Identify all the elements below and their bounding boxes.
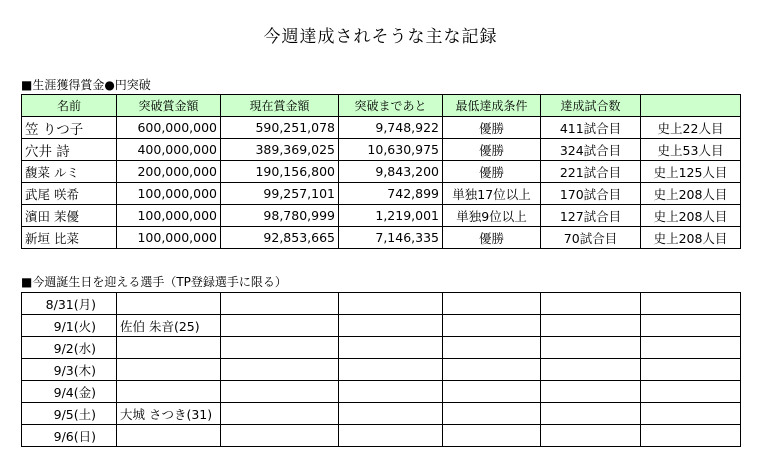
current-prize: 92,853,665 <box>221 227 339 249</box>
table-cell <box>641 425 741 447</box>
table-cell <box>221 403 339 425</box>
prize-milestone-table <box>21 94 741 249</box>
table-row <box>22 161 741 183</box>
table-cell <box>541 381 641 403</box>
table-cell <box>443 403 541 425</box>
birthday-date: 9/5(土) <box>22 403 117 425</box>
table-cell <box>221 425 339 447</box>
table-cell <box>541 359 641 381</box>
game-count: 411試合目 <box>541 117 641 139</box>
min-condition: 単独9位以上 <box>443 205 541 227</box>
table-row <box>22 205 741 227</box>
historic-rank: 史上208人目 <box>641 183 741 205</box>
table-cell <box>339 359 443 381</box>
min-condition: 優勝 <box>443 161 541 183</box>
table-cell <box>221 337 339 359</box>
current-prize: 98,780,999 <box>221 205 339 227</box>
birthday-player: 大城 さつき(31) <box>117 403 221 425</box>
min-condition: 優勝 <box>443 227 541 249</box>
table-cell <box>443 293 541 315</box>
header-current-prize: 現在賞金額 <box>221 95 339 117</box>
header-min-condition: 最低達成条件 <box>443 95 541 117</box>
birthday-player <box>117 337 221 359</box>
table-row <box>22 117 741 139</box>
table-cell <box>339 293 443 315</box>
game-count: 221試合目 <box>541 161 641 183</box>
player-name: 濱田 茉優 <box>22 205 117 227</box>
table-cell <box>339 403 443 425</box>
table-cell <box>541 403 641 425</box>
table-cell <box>339 315 443 337</box>
table-row <box>22 381 741 403</box>
birthday-date: 9/1(火) <box>22 315 117 337</box>
min-condition: 優勝 <box>443 139 541 161</box>
current-prize: 590,251,078 <box>221 117 339 139</box>
table-cell <box>221 293 339 315</box>
historic-rank: 史上125人目 <box>641 161 741 183</box>
remaining-amount: 1,219,001 <box>339 205 443 227</box>
header-name: 名前 <box>22 95 117 117</box>
birthday-date: 9/4(金) <box>22 381 117 403</box>
player-name: 笠 りつ子 <box>22 117 117 139</box>
header-remaining: 突破まであと <box>339 95 443 117</box>
birthday-date: 8/31(月) <box>22 293 117 315</box>
table-cell <box>641 381 741 403</box>
remaining-amount: 7,146,335 <box>339 227 443 249</box>
birthday-player <box>117 359 221 381</box>
table-cell <box>221 359 339 381</box>
table-cell <box>443 337 541 359</box>
birthday-table <box>21 292 741 447</box>
table-cell <box>541 293 641 315</box>
remaining-amount: 9,843,200 <box>339 161 443 183</box>
table-cell <box>339 425 443 447</box>
current-prize: 389,369,025 <box>221 139 339 161</box>
target-prize: 100,000,000 <box>117 183 221 205</box>
page-title: 今週達成されそうな主な記録 <box>263 27 498 47</box>
table-row <box>22 425 741 447</box>
remaining-amount: 9,748,922 <box>339 117 443 139</box>
table-row <box>22 359 741 381</box>
game-count: 324試合目 <box>541 139 641 161</box>
birthday-player <box>117 381 221 403</box>
historic-rank: 史上208人目 <box>641 227 741 249</box>
table-row <box>22 315 741 337</box>
historic-rank: 史上208人目 <box>641 205 741 227</box>
target-prize: 100,000,000 <box>117 205 221 227</box>
table-cell <box>221 381 339 403</box>
birthday-date: 9/2(水) <box>22 337 117 359</box>
section-title-prize-milestones: ■生涯獲得賞金●円突破 <box>21 78 151 92</box>
historic-rank: 史上22人目 <box>641 117 741 139</box>
table-cell <box>641 293 741 315</box>
header-game-count: 達成試合数 <box>541 95 641 117</box>
birthday-date: 9/3(木) <box>22 359 117 381</box>
game-count: 170試合目 <box>541 183 641 205</box>
table-row <box>22 337 741 359</box>
table-header-row <box>22 95 741 117</box>
game-count: 70試合目 <box>541 227 641 249</box>
current-prize: 190,156,800 <box>221 161 339 183</box>
historic-rank: 史上53人目 <box>641 139 741 161</box>
player-name: 武尾 咲希 <box>22 183 117 205</box>
table-cell <box>541 315 641 337</box>
min-condition: 単独17位以上 <box>443 183 541 205</box>
section-title-birthdays: ■今週誕生日を迎える選手（TP登録選手に限る） <box>21 275 287 289</box>
table-row <box>22 293 741 315</box>
table-cell <box>339 337 443 359</box>
birthday-date: 9/6(日) <box>22 425 117 447</box>
table-cell <box>641 337 741 359</box>
birthday-player <box>117 425 221 447</box>
current-prize: 99,257,101 <box>221 183 339 205</box>
min-condition: 優勝 <box>443 117 541 139</box>
table-cell <box>221 315 339 337</box>
table-cell <box>443 315 541 337</box>
header-rank <box>641 95 741 117</box>
target-prize: 100,000,000 <box>117 227 221 249</box>
target-prize: 400,000,000 <box>117 139 221 161</box>
table-cell <box>541 425 641 447</box>
game-count: 127試合目 <box>541 205 641 227</box>
table-row <box>22 183 741 205</box>
table-cell <box>541 337 641 359</box>
table-cell <box>641 403 741 425</box>
table-row <box>22 403 741 425</box>
table-row <box>22 227 741 249</box>
player-name: 新垣 比菜 <box>22 227 117 249</box>
remaining-amount: 742,899 <box>339 183 443 205</box>
remaining-amount: 10,630,975 <box>339 139 443 161</box>
table-cell <box>339 381 443 403</box>
birthday-player <box>117 293 221 315</box>
player-name: 馥菜 ルミ <box>22 161 117 183</box>
target-prize: 200,000,000 <box>117 161 221 183</box>
player-name: 穴井 詩 <box>22 139 117 161</box>
table-row <box>22 139 741 161</box>
header-target-prize: 突破賞金額 <box>117 95 221 117</box>
table-cell <box>443 425 541 447</box>
target-prize: 600,000,000 <box>117 117 221 139</box>
birthday-player: 佐伯 朱音(25) <box>117 315 221 337</box>
table-cell <box>641 315 741 337</box>
table-cell <box>641 359 741 381</box>
table-cell <box>443 381 541 403</box>
table-cell <box>443 359 541 381</box>
